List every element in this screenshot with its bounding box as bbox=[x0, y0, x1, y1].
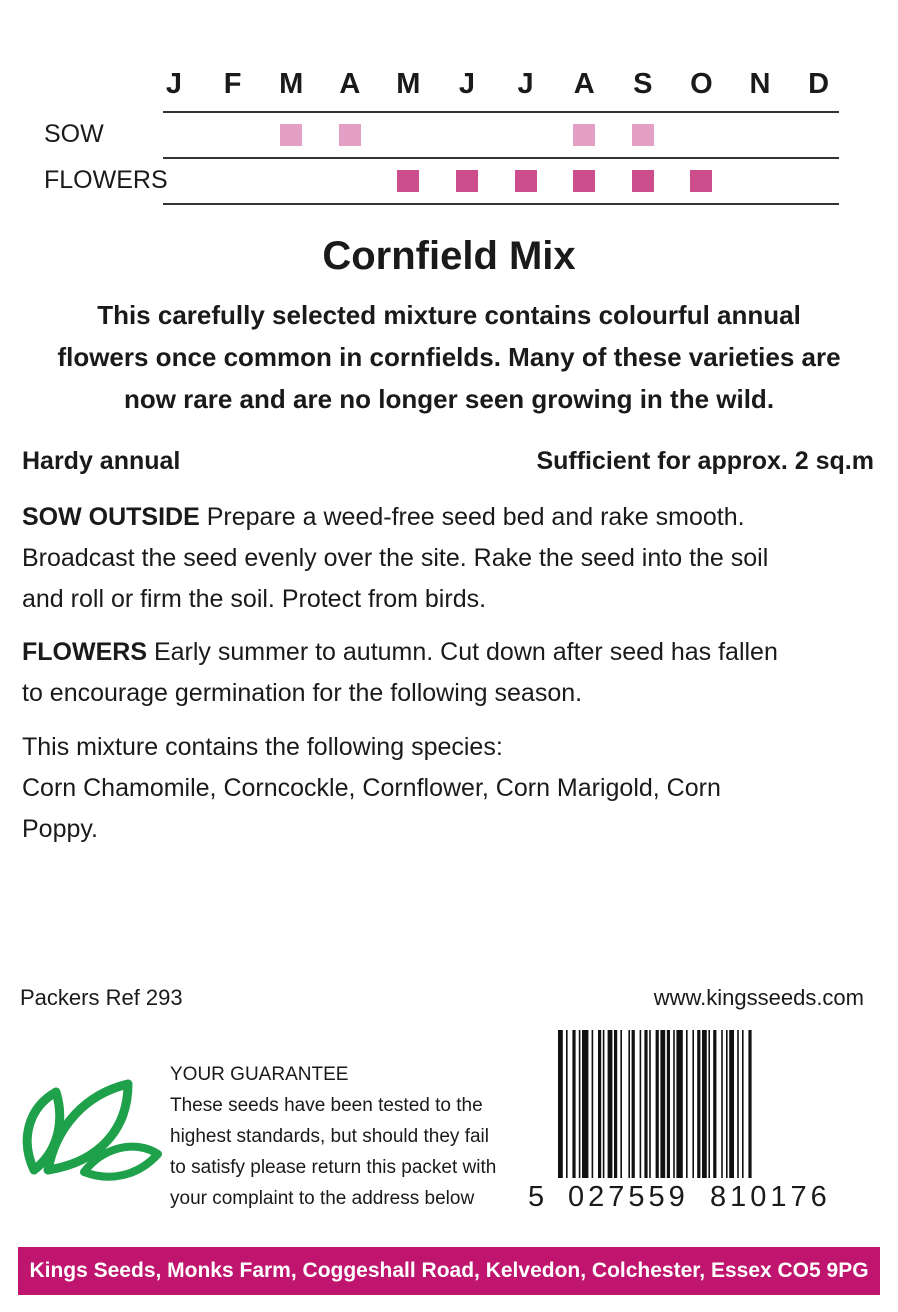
barcode-bar bbox=[620, 1030, 622, 1178]
month-label: J bbox=[458, 68, 476, 100]
sowing-calendar bbox=[0, 0, 898, 215]
row-label-sow: SOW bbox=[44, 120, 104, 148]
guarantee-block bbox=[170, 1059, 540, 1214]
packers-ref: Packers Ref 293 bbox=[20, 985, 183, 1010]
flowers-month-marker bbox=[690, 170, 712, 192]
barcode-bar bbox=[628, 1030, 630, 1178]
sow-outside-section bbox=[22, 497, 882, 620]
guarantee-line: your complaint to the address below bbox=[170, 1188, 475, 1209]
month-label: M bbox=[279, 68, 304, 100]
month-label: A bbox=[339, 68, 361, 100]
month-label: M bbox=[396, 68, 421, 100]
barcode-bar bbox=[729, 1030, 734, 1178]
intro-line: This carefully selected mixture contains colourful annual bbox=[97, 300, 801, 330]
barcode-bar bbox=[737, 1030, 739, 1178]
barcode-bar bbox=[598, 1030, 601, 1178]
intro-line: flowers once common in cornfields. Many of these varieties are bbox=[57, 342, 841, 372]
barcode-bar bbox=[692, 1030, 694, 1178]
barcode-bar bbox=[640, 1030, 642, 1178]
barcode-bar bbox=[686, 1030, 688, 1178]
intro-line: now rare and are no longer seen growing in the wild. bbox=[123, 384, 775, 414]
species-intro: This mixture contains the following species: bbox=[22, 733, 503, 761]
barcode-bar bbox=[667, 1030, 670, 1178]
website-link[interactable]: www.kingsseeds.com bbox=[653, 985, 864, 1010]
flowers-month-marker bbox=[632, 170, 654, 192]
barcode bbox=[526, 1026, 866, 1216]
flowers-heading: FLOWERS bbox=[22, 638, 147, 666]
barcode-bar bbox=[592, 1030, 594, 1178]
month-label: A bbox=[573, 68, 595, 100]
barcode-bar bbox=[649, 1030, 651, 1178]
flowers-month-marker bbox=[456, 170, 478, 192]
month-label: F bbox=[223, 68, 242, 100]
flowers-line: Early summer to autumn. Cut down after seed has fallen bbox=[153, 638, 778, 666]
barcode-bar bbox=[721, 1030, 723, 1178]
flowers-month-marker bbox=[573, 170, 595, 192]
barcode-bar bbox=[582, 1030, 588, 1178]
guarantee-line: These seeds have been tested to the bbox=[170, 1095, 483, 1116]
barcode-bar bbox=[656, 1030, 659, 1178]
sow-outside-heading: SOW OUTSIDE bbox=[22, 503, 200, 531]
leaf-logo-icon bbox=[20, 1078, 162, 1182]
sow-month-marker bbox=[573, 124, 595, 146]
barcode-bar bbox=[676, 1030, 682, 1178]
flowers-month-marker bbox=[515, 170, 537, 192]
barcode-bar bbox=[608, 1030, 613, 1178]
calendar-divider bbox=[163, 111, 839, 113]
flowers-line: to encourage germination for the following season. bbox=[22, 679, 583, 707]
barcode-bars bbox=[558, 1030, 752, 1178]
barcode-bar bbox=[742, 1030, 744, 1178]
month-label: S bbox=[633, 68, 653, 100]
month-label: O bbox=[690, 68, 713, 100]
sow-month-marker bbox=[280, 124, 302, 146]
barcode-digits-right: 810176 bbox=[710, 1181, 831, 1213]
sow-outside-line: and roll or firm the soil. Protect from birds. bbox=[22, 585, 487, 613]
sow-month-marker bbox=[339, 124, 361, 146]
barcode-bar bbox=[673, 1030, 675, 1178]
barcode-bar bbox=[748, 1030, 751, 1178]
intro-text bbox=[20, 294, 878, 420]
barcode-digit-first: 5 bbox=[528, 1181, 545, 1213]
barcode-bar bbox=[572, 1030, 575, 1178]
product-title: Cornfield Mix bbox=[322, 234, 576, 278]
month-label: N bbox=[749, 68, 771, 100]
barcode-bar bbox=[713, 1030, 716, 1178]
barcode-bar bbox=[644, 1030, 647, 1178]
guarantee-line: to satisfy please return this packet with bbox=[170, 1157, 497, 1178]
barcode-bar bbox=[632, 1030, 635, 1178]
species-list: Corn Chamomile, Corncockle, Cornflower, Corn Marigold, Corn bbox=[22, 774, 721, 802]
month-label: J bbox=[165, 68, 183, 100]
barcode-bar bbox=[579, 1030, 581, 1178]
footer-address: Kings Seeds, Monks Farm, Coggeshall Road, Kelvedon, Colchester, Essex CO5 9PG bbox=[18, 1247, 880, 1295]
barcode-bar bbox=[558, 1030, 563, 1178]
month-label: J bbox=[517, 68, 534, 100]
sow-outside-line: Prepare a weed-free seed bed and rake smooth. bbox=[206, 503, 745, 531]
guarantee-line: highest standards, but should they fail bbox=[170, 1126, 489, 1147]
calendar-divider bbox=[163, 157, 839, 159]
row-label-flowers: FLOWERS bbox=[44, 166, 168, 194]
species-list: Poppy. bbox=[22, 815, 98, 843]
species-section bbox=[22, 727, 882, 850]
barcode-digits-left: 027559 bbox=[568, 1181, 689, 1213]
barcode-bar bbox=[660, 1030, 665, 1178]
calendar-divider bbox=[163, 203, 839, 205]
barcode-bar bbox=[603, 1030, 605, 1178]
sow-outside-line: Broadcast the seed evenly over the site. Rake the seed into the soil bbox=[22, 544, 769, 572]
barcode-bar bbox=[697, 1030, 700, 1178]
barcode-bar bbox=[708, 1030, 710, 1178]
sow-month-marker bbox=[632, 124, 654, 146]
barcode-bar bbox=[702, 1030, 707, 1178]
barcode-bar bbox=[726, 1030, 728, 1178]
flowers-month-marker bbox=[397, 170, 419, 192]
guarantee-heading: YOUR GUARANTEE bbox=[170, 1064, 349, 1085]
month-label: D bbox=[808, 68, 830, 100]
plant-type: Hardy annual bbox=[22, 447, 181, 475]
flowers-section bbox=[22, 632, 882, 714]
coverage: Sufficient for approx. 2 sq.m bbox=[536, 447, 874, 475]
barcode-bar bbox=[614, 1030, 617, 1178]
barcode-bar bbox=[566, 1030, 568, 1178]
